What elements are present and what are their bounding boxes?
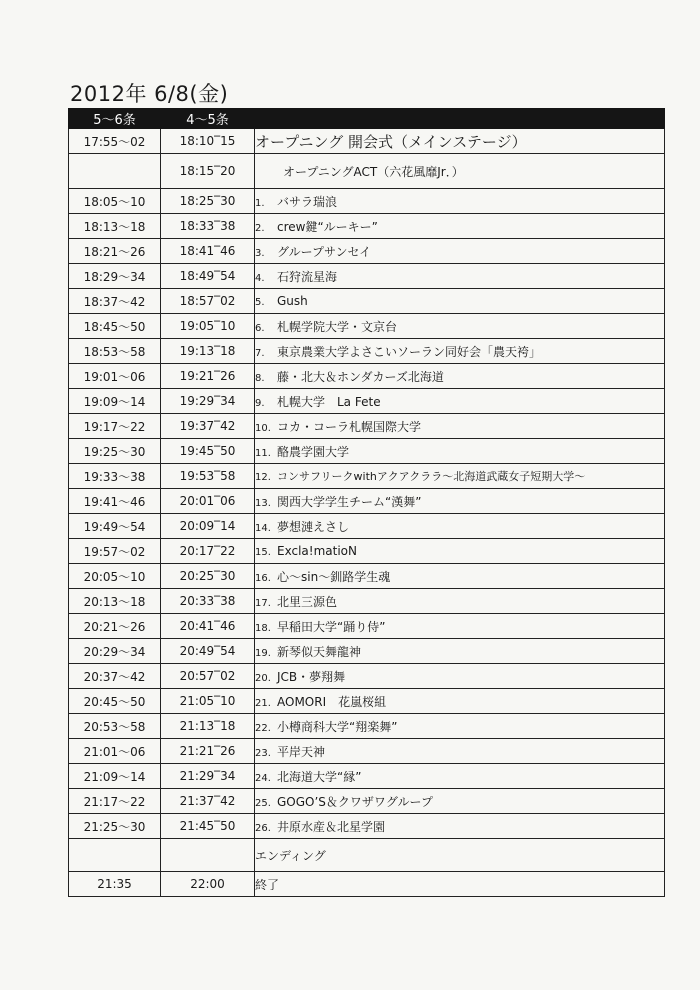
time-4-5-jo: 20:17‾22 xyxy=(161,539,255,564)
time-4-5-jo: 20:09‾14 xyxy=(161,514,255,539)
performance-number: 21. xyxy=(255,697,271,709)
table-row xyxy=(69,314,665,339)
performer-cell xyxy=(255,189,665,214)
table-row xyxy=(69,464,665,489)
performer-cell xyxy=(255,154,665,189)
time-4-5-jo: 21:13‾18 xyxy=(161,714,255,739)
time-5-6-jo: 20:37～42 xyxy=(69,664,161,689)
performer-name: 北里三源色 xyxy=(277,594,338,609)
time-5-6-jo: 21:17～22 xyxy=(69,789,161,814)
performer-name: 藤・北大＆ホンダカーズ北海道 xyxy=(277,369,444,384)
performance-number: 2. xyxy=(255,222,265,234)
performance-number: 17. xyxy=(255,597,271,609)
time-5-6-jo: 21:09～14 xyxy=(69,764,161,789)
table-row xyxy=(69,664,665,689)
time-4-5-jo: 21:37‾42 xyxy=(161,789,255,814)
time-5-6-jo: 20:05～10 xyxy=(69,564,161,589)
table-row xyxy=(69,129,665,154)
schedule-table xyxy=(68,108,665,897)
table-row xyxy=(69,239,665,264)
time-5-6-jo: 21:01～06 xyxy=(69,739,161,764)
performer-name: コカ・コーラ札幌国際大学 xyxy=(277,419,422,434)
time-4-5-jo: 18:57‾02 xyxy=(161,289,255,314)
performer-name: 夢想漣えさし xyxy=(277,519,350,534)
table-row xyxy=(69,339,665,364)
performance-number: 24. xyxy=(255,772,271,784)
performance-number: 1. xyxy=(255,197,265,209)
performance-number: 13. xyxy=(255,497,271,509)
time-5-6-jo: 20:53～58 xyxy=(69,714,161,739)
performance-number: 18. xyxy=(255,622,271,634)
time-4-5-jo: 18:25‾30 xyxy=(161,189,255,214)
performance-number: 11. xyxy=(255,447,271,459)
time-4-5-jo: 21:21‾26 xyxy=(161,739,255,764)
performance-number: 20. xyxy=(255,672,271,684)
time-4-5-jo: 21:29‾34 xyxy=(161,764,255,789)
time-4-5-jo: 20:41‾46 xyxy=(161,614,255,639)
performer-cell xyxy=(255,364,665,389)
time-4-5-jo: 20:25‾30 xyxy=(161,564,255,589)
time-4-5-jo: 19:13‾18 xyxy=(161,339,255,364)
performer-cell xyxy=(255,264,665,289)
table-row xyxy=(69,489,665,514)
performer-cell xyxy=(255,514,665,539)
table-row xyxy=(69,689,665,714)
time-5-6-jo xyxy=(69,839,161,872)
time-4-5-jo: 19:29‾34 xyxy=(161,389,255,414)
performer-name: 終了 xyxy=(255,877,280,892)
time-4-5-jo: 18:10‾15 xyxy=(161,129,255,154)
performer-name: AOMORI 花嵐桜組 xyxy=(277,694,387,709)
performer-cell xyxy=(255,129,665,154)
performer-name: JCB・夢翔舞 xyxy=(277,669,346,684)
performer-cell xyxy=(255,839,665,872)
time-5-6-jo xyxy=(69,154,161,189)
time-4-5-jo: 18:33‾38 xyxy=(161,214,255,239)
time-5-6-jo: 18:29～34 xyxy=(69,264,161,289)
table-row xyxy=(69,364,665,389)
table-row xyxy=(69,639,665,664)
performer-cell xyxy=(255,414,665,439)
time-5-6-jo: 18:45～50 xyxy=(69,314,161,339)
performer-cell xyxy=(255,814,665,839)
table-row xyxy=(69,514,665,539)
table-row xyxy=(69,439,665,464)
table-row xyxy=(69,289,665,314)
performance-number: 25. xyxy=(255,797,271,809)
performer-name: エンディング xyxy=(255,848,326,863)
performer-name: 新琴似天舞龍神 xyxy=(277,644,362,659)
time-5-6-jo: 21:25～30 xyxy=(69,814,161,839)
time-4-5-jo: 20:33‾38 xyxy=(161,589,255,614)
performance-number: 10. xyxy=(255,422,271,434)
time-5-6-jo: 19:25～30 xyxy=(69,439,161,464)
performer-cell xyxy=(255,389,665,414)
table-row xyxy=(69,839,665,872)
time-4-5-jo: 20:57‾02 xyxy=(161,664,255,689)
performer-cell xyxy=(255,589,665,614)
time-5-6-jo: 18:13～18 xyxy=(69,214,161,239)
time-5-6-jo: 19:01～06 xyxy=(69,364,161,389)
performance-number: 23. xyxy=(255,747,271,759)
time-4-5-jo: 22:00 xyxy=(161,872,255,897)
performer-cell xyxy=(255,439,665,464)
time-5-6-jo: 18:21～26 xyxy=(69,239,161,264)
performance-number: 3. xyxy=(255,247,265,259)
table-row xyxy=(69,789,665,814)
time-5-6-jo: 17:55～02 xyxy=(69,129,161,154)
time-5-6-jo: 18:05～10 xyxy=(69,189,161,214)
performer-name: 酪農学園大学 xyxy=(277,444,350,459)
table-row xyxy=(69,872,665,897)
time-4-5-jo: 19:21‾26 xyxy=(161,364,255,389)
performer-cell xyxy=(255,489,665,514)
time-5-6-jo: 19:41～46 xyxy=(69,489,161,514)
performer-name: 心～sin～釧路学生魂 xyxy=(277,569,391,584)
performer-cell xyxy=(255,214,665,239)
table-row xyxy=(69,389,665,414)
performer-name: バサラ瑞浪 xyxy=(277,194,338,209)
performer-name: グループサンセイ xyxy=(277,244,372,259)
performer-name: crew鍵“ルーキー” xyxy=(277,219,378,234)
performer-cell xyxy=(255,764,665,789)
performer-name: オープニング 開会式（メインステージ） xyxy=(255,132,527,151)
performer-name: 札幌大学 La Fete xyxy=(277,394,381,409)
time-5-6-jo: 19:09～14 xyxy=(69,389,161,414)
performer-cell xyxy=(255,289,665,314)
time-5-6-jo: 19:33～38 xyxy=(69,464,161,489)
table-row xyxy=(69,414,665,439)
time-4-5-jo: 21:45‾50 xyxy=(161,814,255,839)
performance-number: 6. xyxy=(255,322,265,334)
time-4-5-jo: 19:45‾50 xyxy=(161,439,255,464)
performer-name: 平岸天神 xyxy=(277,744,326,759)
performer-name: 東京農業大学よさこいソーラン同好会「農天袴」 xyxy=(277,344,542,359)
performer-name: 小樽商科大学“翔楽舞” xyxy=(277,719,398,734)
performer-name: Gush xyxy=(277,294,308,308)
table-row xyxy=(69,589,665,614)
time-4-5-jo: 19:53‾58 xyxy=(161,464,255,489)
table-row xyxy=(69,189,665,214)
performer-cell xyxy=(255,639,665,664)
time-5-6-jo: 20:21～26 xyxy=(69,614,161,639)
time-4-5-jo: 20:01‾06 xyxy=(161,489,255,514)
performance-number: 14. xyxy=(255,522,271,534)
performance-number: 9. xyxy=(255,397,265,409)
performance-number: 5. xyxy=(255,297,265,308)
performer-name: コンサフリークwithアクアクララ～北海道武蔵女子短期大学～ xyxy=(277,470,586,483)
performer-cell xyxy=(255,872,665,897)
performer-cell xyxy=(255,614,665,639)
performer-cell xyxy=(255,714,665,739)
header-col-4-5-jo: 4～5条 xyxy=(161,109,255,129)
time-5-6-jo: 20:45～50 xyxy=(69,689,161,714)
table-row xyxy=(69,714,665,739)
table-header-row xyxy=(69,109,665,129)
page-title: 2012年 6/8(金) xyxy=(70,82,229,106)
performer-name: オープニングACT（六花風靡Jr．） xyxy=(283,164,464,179)
time-4-5-jo: 18:49‾54 xyxy=(161,264,255,289)
table-row xyxy=(69,539,665,564)
performer-name: 早稲田大学“踊り侍” xyxy=(277,619,386,634)
performer-cell xyxy=(255,539,665,564)
time-4-5-jo: 18:41‾46 xyxy=(161,239,255,264)
performer-name: 石狩流星海 xyxy=(277,269,338,284)
performance-number: 26. xyxy=(255,822,271,834)
time-5-6-jo: 21:35 xyxy=(69,872,161,897)
performer-cell xyxy=(255,739,665,764)
performer-cell xyxy=(255,464,665,489)
performance-number: 8. xyxy=(255,372,265,384)
table-row xyxy=(69,154,665,189)
time-4-5-jo: 19:05‾10 xyxy=(161,314,255,339)
performer-name: 井原水産＆北星学園 xyxy=(277,819,386,834)
time-5-6-jo: 19:49～54 xyxy=(69,514,161,539)
performance-number: 7. xyxy=(255,347,265,359)
time-5-6-jo: 19:17～22 xyxy=(69,414,161,439)
performer-cell xyxy=(255,314,665,339)
performer-cell xyxy=(255,564,665,589)
performance-number: 12. xyxy=(255,472,271,483)
schedule-body xyxy=(69,129,665,897)
time-5-6-jo: 18:37～42 xyxy=(69,289,161,314)
performer-cell xyxy=(255,664,665,689)
time-4-5-jo: 20:49‾54 xyxy=(161,639,255,664)
header-col-performer xyxy=(255,109,665,129)
performance-number: 15. xyxy=(255,547,271,558)
time-5-6-jo: 20:29～34 xyxy=(69,639,161,664)
table-row xyxy=(69,614,665,639)
performer-cell xyxy=(255,689,665,714)
time-5-6-jo: 20:13～18 xyxy=(69,589,161,614)
table-row xyxy=(69,564,665,589)
performer-cell xyxy=(255,789,665,814)
time-4-5-jo: 19:37‾42 xyxy=(161,414,255,439)
time-5-6-jo: 19:57～02 xyxy=(69,539,161,564)
performance-number: 22. xyxy=(255,722,271,734)
performer-name: 北海道大学“縁” xyxy=(277,769,362,784)
performance-number: 4. xyxy=(255,272,265,284)
time-4-5-jo xyxy=(161,839,255,872)
time-4-5-jo: 18:15‾20 xyxy=(161,154,255,189)
performance-number: 19. xyxy=(255,647,271,659)
performer-cell xyxy=(255,239,665,264)
performance-number: 16. xyxy=(255,572,271,584)
table-row xyxy=(69,214,665,239)
performer-cell xyxy=(255,339,665,364)
table-row xyxy=(69,814,665,839)
performer-name: 札幌学院大学・文京台 xyxy=(277,319,398,334)
time-5-6-jo: 18:53～58 xyxy=(69,339,161,364)
performer-name: Excla!matioN xyxy=(277,544,357,558)
table-row xyxy=(69,264,665,289)
table-row xyxy=(69,739,665,764)
time-4-5-jo: 21:05‾10 xyxy=(161,689,255,714)
table-row xyxy=(69,764,665,789)
performer-name: 関西大学学生チーム“漢舞” xyxy=(277,494,422,509)
header-col-5-6-jo: 5～6条 xyxy=(69,109,161,129)
performer-name: GOGO’S＆クワザワグループ xyxy=(277,794,433,809)
